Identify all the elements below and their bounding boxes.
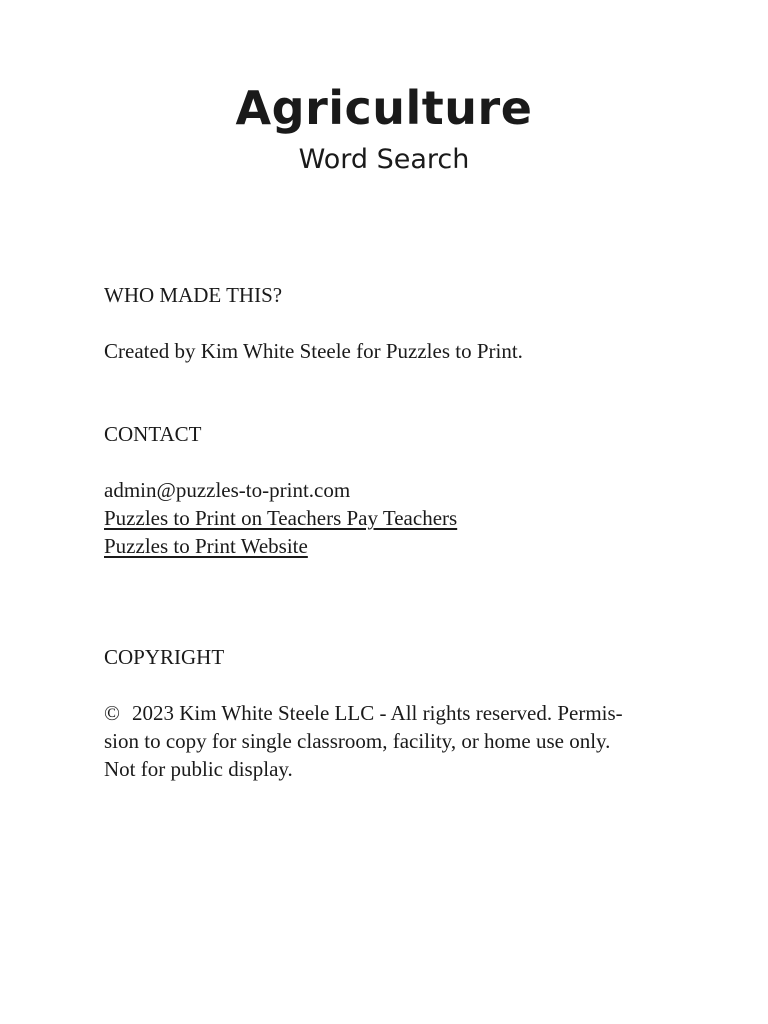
creator-credit: Created by Kim White Steele for Puzzles to Print.	[104, 339, 523, 363]
copyright-notice	[104, 699, 664, 783]
website-link[interactable]: Puzzles to Print Website	[104, 534, 308, 558]
teachers-pay-teachers-link[interactable]: Puzzles to Print on Teachers Pay Teachers	[104, 506, 458, 530]
contact-email: admin@puzzles-to-print.com	[104, 478, 351, 502]
copyright-line	[104, 699, 664, 727]
copyright-heading: COPYRIGHT	[104, 645, 225, 669]
copyright-line-text: 2023 Kim White Steele LLC - All rights reserved. Permis-	[131, 701, 623, 725]
copyright-line: sion to copy for single classroom, facility, or home use only.	[104, 729, 611, 753]
copyright-symbol: ©	[104, 701, 120, 725]
page-subtitle: Word Search	[298, 144, 470, 175]
page-title: Agriculture	[235, 81, 533, 135]
copyright-line: Not for public display.	[104, 757, 293, 781]
who-made-this-heading: WHO MADE THIS?	[104, 283, 283, 307]
contact-heading: CONTACT	[104, 422, 202, 446]
